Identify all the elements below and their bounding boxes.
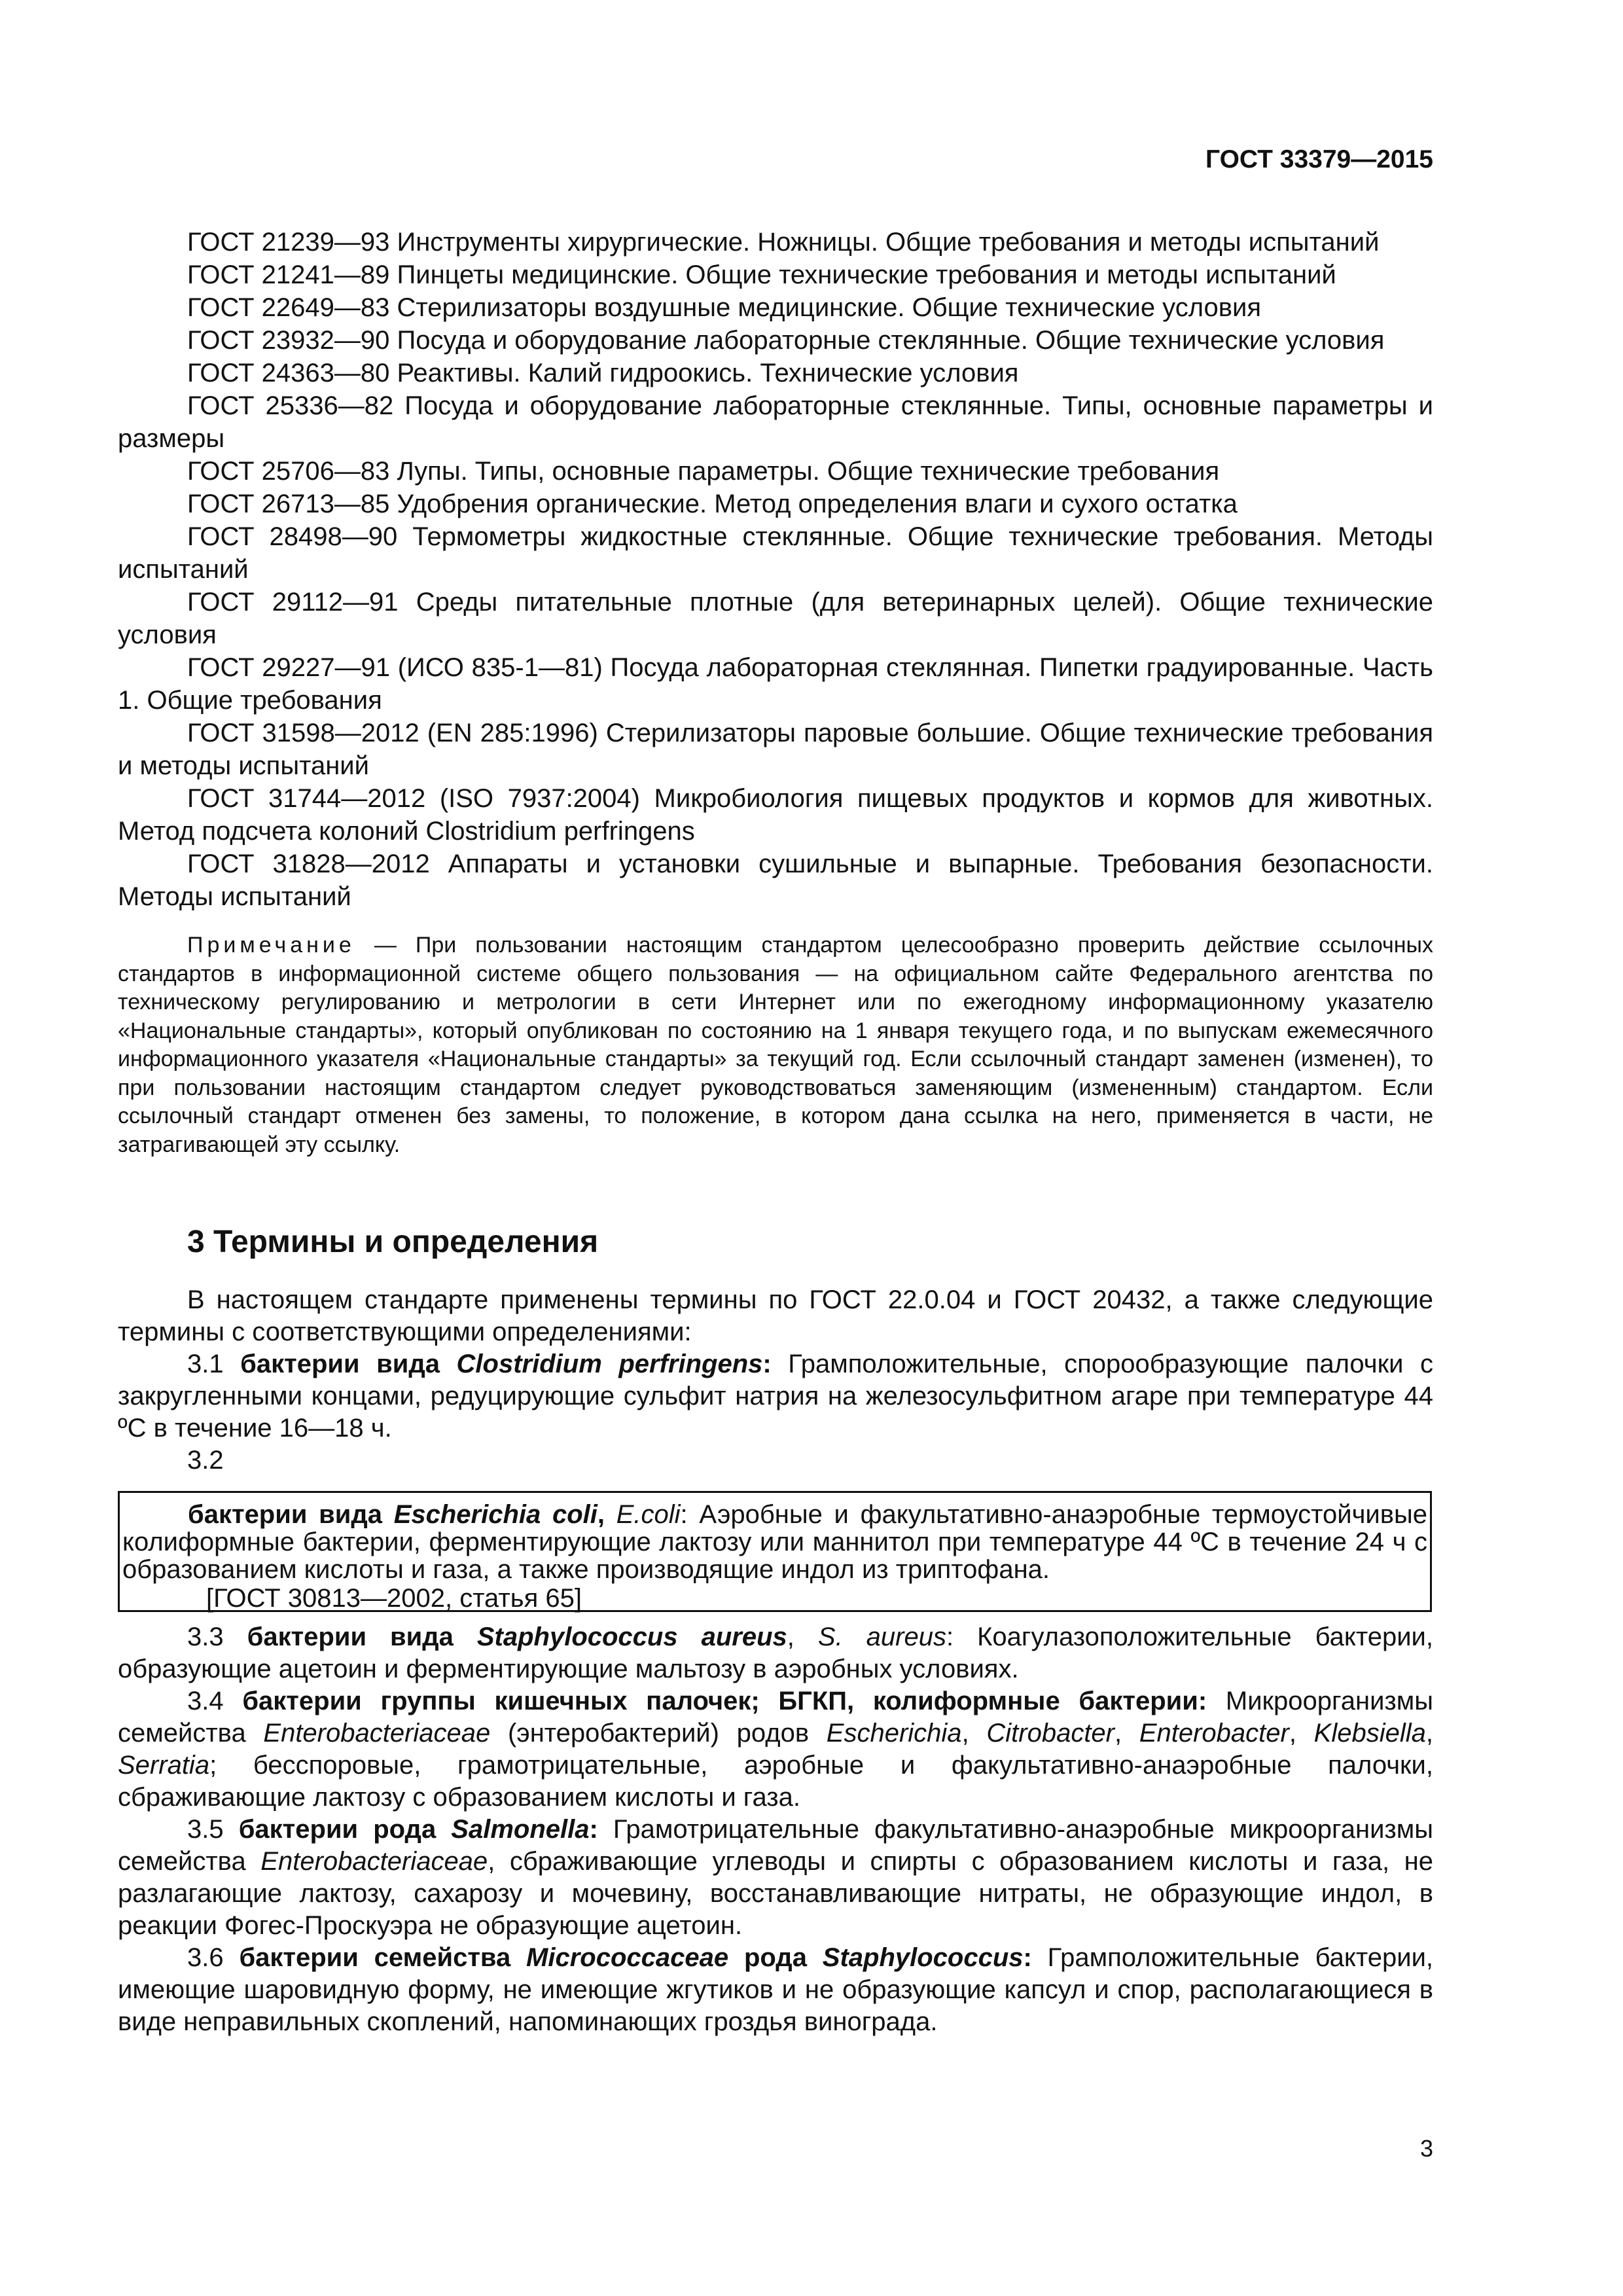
section-intro: В настоящем стандарте применены термины по ГОСТ 22.0.04 и ГОСТ 20432, а также следующие термины с соответствующими определениями:: [118, 1285, 1433, 1346]
reference-item: ГОСТ 24363—80 Реактивы. Калий гидроокись. Технические условия: [187, 359, 1019, 387]
term-3-2-box: [118, 1491, 1432, 1612]
reference-item: ГОСТ 29227—91 (ИСО 835-1—81) Посуда лабораторная стеклянная. Пипетки градуированные. Часть 1. Общие требования: [118, 653, 1433, 715]
reference-item: ГОСТ 31744—2012 (ISO 7937:2004) Микробиология пищевых продуктов и кормов для животных. Метод подсчета колоний Clostridium perfringens: [118, 784, 1433, 846]
normative-references-list: [118, 226, 1433, 913]
section-body-top: [118, 1284, 1433, 1477]
reference-item: ГОСТ 26713—85 Удобрения органические. Метод определения влаги и сухого остатка: [187, 490, 1238, 518]
note-paragraph: [118, 931, 1433, 1159]
term-3-4: 3.4 бактерии группы кишечных палочек; БГКП, колиформные бактерии: Микроорганизмы семейства Enterobacteriaceae (энтеробактерий) родов Escherichia, Citrobacter, Enterobacter, Klebsiella, Serratia; бесспоровые, грамотрицательные, аэробные и факультативно-анаэробные палочки, сбраживающие лактозу с образованием кислоты и газа.: [118, 1687, 1434, 1812]
reference-item: ГОСТ 23932—90 Посуда и оборудование лабораторные стеклянные. Общие технические условия: [187, 326, 1385, 355]
note-label: Примечание: [187, 933, 355, 958]
page-number: 3: [1419, 2135, 1433, 2162]
term-3-2-source: [ГОСТ 30813—2002, статья 65]: [206, 1584, 582, 1613]
reference-item: ГОСТ 25336—82 Посуда и оборудование лабораторные стеклянные. Типы, основные параметры и размеры: [118, 391, 1433, 453]
section-body-bottom: [118, 1621, 1433, 2038]
note-block: [118, 931, 1433, 1159]
reference-item: ГОСТ 31828—2012 Аппараты и установки сушильные и выпарные. Требования безопасности. Методы испытаний: [118, 850, 1433, 911]
document-code: ГОСТ 33379—2015: [1205, 145, 1433, 173]
reference-item: ГОСТ 22649—83 Стерилизаторы воздушные медицинские. Общие технические условия: [187, 293, 1262, 322]
term-3-2-number: 3.2: [187, 1446, 224, 1475]
term-3-1: 3.1 бактерии вида Clostridium perfringens: Грамположительные, спорообразующие палочки с закругленными концами, редуцирующие сульфит натрия на железосульфитном агаре при температуре 44 ºС в течение 16—18 ч.: [118, 1350, 1433, 1443]
note-text: — При пользовании настоящим стандартом целесообразно проверить действие ссылочных стандартов в информационной системе общего пользования — на официальном сайте Федерального агентства по техническому регулированию и метрологии в сети Интернет или по ежегодному информационному указателю «Национальные стандарты», который опубликован по состоянию на 1 января текущего года, и по выпускам ежемесячного информационного указателя «Национальные стандарты» за текущий год. Если ссылочный стандарт заменен (изменен), то при пользовании настоящим стандартом следует руководствоваться заменяющим (измененным) стандартом. Если ссылочный стандарт отменен без замены, то положение, в котором дана ссылка на него, применяется в части, не затрагивающей эту ссылку.: [118, 933, 1433, 1157]
reference-item: ГОСТ 21239—93 Инструменты хирургические. Ножницы. Общие требования и методы испытаний: [187, 228, 1380, 257]
reference-item: ГОСТ 25706—83 Лупы. Типы, основные параметры. Общие технические требования: [187, 457, 1220, 486]
term-3-2-definition: бактерии вида Escherichia coli, E.coli: Аэробные и факультативно-анаэробные термоустойчивые колиформные бактерии, ферментирующие лактозу или маннитол при температуре 44 ºС в течение 24 ч с образованием кислоты и газа, а также производящие индол из триптофана.: [122, 1500, 1428, 1584]
term-3-5: 3.5 бактерии рода Salmonella: Грамотрицательные факультативно-анаэробные микроорганизмы семейства Enterobacteriaceae, сбраживающие углеводы и спирты с образованием кислоты и газа, не разлагающие лактозу, сахарозу и мочевину, восстанавливающие нитраты, не образующие индол, в реакции Фогес-Проскуэра не образующие ацетоин.: [118, 1815, 1434, 1940]
term-3-6: 3.6 бактерии семейства Micrococcaceae рода Staphylococcus: Грамположительные бактерии, имеющие шаровидную форму, не имеющие жгутиков и не образующие капсул и спор, располагающиеся в виде неправильных скоплений, напоминающих гроздья винограда.: [118, 1943, 1434, 2036]
reference-item: ГОСТ 28498—90 Термометры жидкостные стеклянные. Общие технические требования. Методы испытаний: [118, 522, 1433, 584]
reference-item: ГОСТ 29112—91 Среды питательные плотные (для ветеринарных целей). Общие технические условия: [118, 588, 1433, 649]
reference-item: ГОСТ 31598—2012 (EN 285:1996) Стерилизаторы паровые большие. Общие технические требования и методы испытаний: [118, 719, 1433, 780]
section-title: 3 Термины и определения: [187, 1225, 599, 1259]
reference-item: ГОСТ 21241—89 Пинцеты медицинские. Общие технические требования и методы испытаний: [187, 260, 1336, 289]
term-3-3: 3.3 бактерии вида Staphylococcus aureus, S. aureus: Коагулазоположительные бактерии, образующие ацетоин и ферментирующие мальтозу в аэробных условиях.: [118, 1623, 1433, 1683]
